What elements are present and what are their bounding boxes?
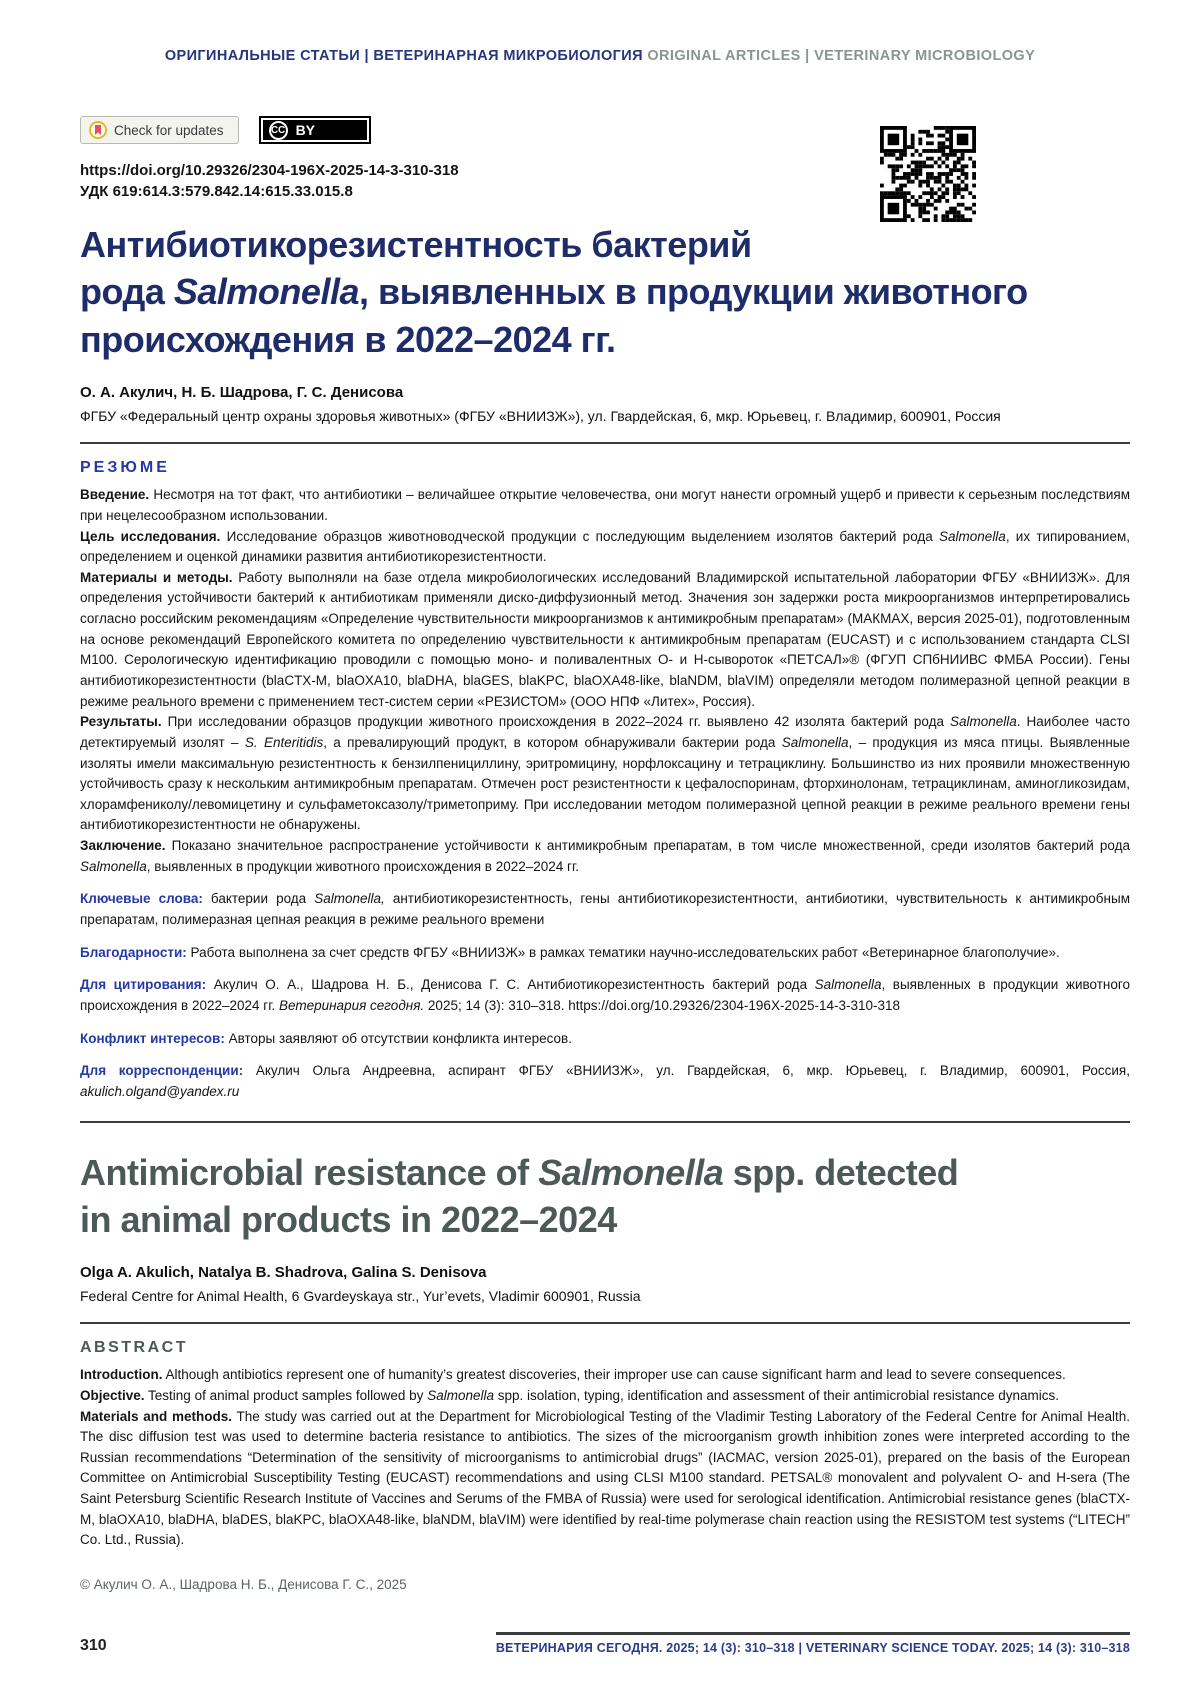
authors-en: Olga A. Akulich, Natalya B. Shadrova, Galina S. Denisova	[80, 1264, 487, 1282]
qr-finder-top-left	[880, 126, 907, 153]
resume-block	[80, 485, 1130, 877]
check-for-updates-label: Check for updates	[114, 122, 224, 138]
cc-by-label: BY	[295, 122, 316, 138]
keywords-block: Ключевые слова: бактерии рода Salmonella, антибиотикорезистентность, гены антибиотикорезистентности, антибиотики, чувствительность к антимикробным препаратам, полимеразная цепная реакция в режиме реального времени	[80, 891, 1130, 928]
doi-link[interactable]: https://doi.org/10.29326/2304-196X-2025-14-3-310-318	[80, 162, 459, 179]
abstract-heading: ABSTRACT	[80, 1339, 188, 1357]
qr-finder-top-right	[949, 126, 976, 153]
resume-paragraph-objective: Цель исследования. Исследование образцов животноводческой продукции с последующим выделением изолятов бактерий рода Salmonella, их типированием, определением и оценкой динамики развития антибиотикорезистентности.	[80, 528, 1130, 565]
cc-icon: CC	[269, 121, 288, 140]
resume-paragraph-materials-methods: Материалы и методы. Работу выполняли на базе отдела микробиологических исследований Владимирской испытательной лаборатории ФГБУ «ВНИИЗЖ». Для определения устойчивости бактерий к антибиотикам применяли диско-диффузионный метод. Значения зон задержки роста микроорганизмов интерпретировались согласно российским рекомендациям «Определение чувствительности микроорганизмов к антимикробным препаратам» (МАКМАХ, версия 2025-01), подготовленным на основе рекомендаций Европейского комитета по определению чувствительности к антимикробным препаратам (EUCAST) и с использованием стандарта CLSI M100. Серологическую идентификацию проводили с помощью моно- и поливалентных О- и Н-сывороток «ПЕТСАЛ»® (ФГУП СПбНИИВС ФМБА России). Гены антибиотикорезистентности (blaCTX-M, blaOXA10, blaDHA, blaGES, blaKPC, blaOXA48-like, blaNDM, blaVIM) определяли методом полимеразной цепной реакции в режиме реального времени с применением тест-систем серии «РЕЗИСТОМ» (ООО НПФ «Литех», Россия).	[80, 569, 1130, 709]
divider-above-english-title	[80, 1121, 1130, 1123]
cc-by-license-badge[interactable]	[259, 116, 371, 144]
abstract-paragraph-objective: Objective. Testing of animal product samples followed by Salmonella spp. isolation, typing, identification and assessment of their antimicrobial resistance dynamics.	[80, 1387, 1060, 1403]
running-head-en: ORIGINAL ARTICLES | VETERINARY MICROBIOLOGY	[642, 48, 1036, 64]
affiliation-en: Federal Centre for Animal Health, 6 Gvardeyskaya str., Yur’evets, Vladimir 600901, Russia	[80, 1288, 641, 1305]
page-number: 310	[80, 1637, 107, 1654]
resume-paragraph-conclusion: Заключение. Показано значительное распространение устойчивости к антимикробным препаратам, в том числе множественной, среди изолятов бактерий рода Salmonella, выявленных в продукции животного происхождения в 2022–2024 гг.	[80, 838, 1130, 874]
abstract-block	[80, 1365, 1130, 1551]
article-title-ru: Антибиотикорезистентность бактерий рода Salmonella, выявленных в продукции животного происхождения в 2022–2024 гг.	[80, 223, 1028, 361]
affiliation-ru: ФГБУ «Федеральный центр охраны здоровья животных» (ФГБУ «ВНИИЗЖ»), ул. Гвардейская, 6, мкр. Юрьевец, г. Владимир, 600901, Россия	[80, 408, 1001, 425]
running-head	[0, 48, 1200, 64]
divider-above-abstract	[80, 1322, 1130, 1324]
article-title-en: Antimicrobial resistance of Salmonella spp. detected in animal products in 2022–2024	[80, 1151, 959, 1241]
authors-ru: О. А. Акулич, Н. Б. Шадрова, Г. С. Денисова	[80, 384, 404, 402]
resume-paragraph-introduction: Введение. Несмотря на тот факт, что антибиотики – величайшее открытие человечества, они могут нанести огромный ущерб и привести к серьезным последствиям при нецелесообразном использовании.	[80, 487, 1130, 523]
page-footer	[80, 1632, 1130, 1655]
citation-block: Для цитирования: Акулич О. А., Шадрова Н. Б., Денисова Г. С. Антибиотикорезистентность бактерий рода Salmonella, выявленных в продукции животного происхождения в 2022–2024 гг. Ветеринария сегодня. 2025; 14 (3): 310–318. https://doi.org/10.29326/2304-196X-2025-14-3-310-318	[80, 977, 1131, 1013]
divider-above-resume	[80, 442, 1130, 444]
conflict-of-interest-block: Конфликт интересов: Авторы заявляют об отсутствии конфликта интересов.	[80, 1030, 572, 1046]
check-for-updates-badge[interactable]	[80, 116, 239, 144]
journal-reference: ВЕТЕРИНАРИЯ СЕГОДНЯ. 2025; 14 (3): 310–318 | VETERINARY SCIENCE TODAY. 2025; 14 (3): 310–318	[496, 1632, 1130, 1655]
running-head-ru: ОРИГИНАЛЬНЫЕ СТАТЬИ | ВЕТЕРИНАРНАЯ МИКРОБИОЛОГИЯ	[164, 48, 643, 64]
bookmark-icon	[89, 121, 107, 139]
resume-heading: РЕЗЮМЕ	[80, 459, 170, 477]
acknowledgements-block: Благодарности: Работа выполнена за счет средств ФГБУ «ВНИИЗЖ» в рамках тематики научно-исследовательских работ «Ветеринарное благополучие».	[80, 944, 1060, 960]
abstract-paragraph-introduction: Introduction. Although antibiotics represent one of humanity’s greatest discoveries, their improper use can cause significant harm and lead to severe consequences.	[80, 1367, 1066, 1383]
resume-paragraph-results: Результаты. При исследовании образцов продукции животного происхождения в 2022–2024 гг. выявлено 42 изолята бактерий рода Salmonella. Наиболее часто детектируемый изолят – S. Enteritidis, а превалирующий продукт, в котором обнаруживали бактерии рода Salmonella, – продукция из мяса птицы. Выявленные изоляты имели максимальную резистентность к бензилпенициллину, эритромицину, норфлоксацину и тетрациклину. Большинство из них проявили множественную устойчивость сразу к нескольким антимикробным препаратам. Отмечен рост резистентности к цефалоспоринам, фторхинолонам, тетрациклинам, аминогликозидам, хлорамфениколу/левомицетину и сульфаметоксазолу/триметоприму. При исследовании методом полимеразной цепной реакции в режиме реального времени гены антибиотикорезистентности не обнаружены.	[80, 714, 1131, 833]
correspondence-block: Для корреспонденции: Акулич Ольга Андреевна, аспирант ФГБУ «ВНИИЗЖ», ул. Гвардейская, 6, мкр. Юрьевец, г. Владимир, 600901, Россия, akulich.olgand@yandex.ru	[80, 1063, 1130, 1099]
abstract-paragraph-materials-methods: Materials and methods. The study was carried out at the Department for Microbiological Testing of the Vladimir Testing Laboratory of the Federal Centre for Animal Health. The disc diffusion test was used to determine bacteria resistance to antibiotics. The sizes of the microorganism growth inhibition zones were interpreted according to the Russian recommendations “Determination of the sensitivity of microorganisms to antimicrobial drugs” (IACMAC, version 2025-01), prepared on the basis of the European Committee on Antimicrobial Susceptibility Testing (EUCAST) recommendations and using CLSI M100 standard. PETSAL® monovalent and polyvalent O- and H-sera (The Saint Petersburg Scientific Research Institute of Vaccines and Serums of the FMBA of Russia) were used for serological identification. Antimicrobial resistance genes (blaCTX-M, blaOXA10, blaDHA, blaDES, blaKPC, blaOXA48-like, blaNDM, blaVIM) were identified by real-time polymerase chain reaction using the RESISTOM test systems (“LITECH” Co. Ltd., Russia).	[80, 1408, 1130, 1548]
qr-code-svg	[880, 126, 976, 222]
udk-code: УДК 619:614.3:579.842.14:615.33.015.8	[80, 183, 353, 201]
copyright-line: © Акулич О. А., Шадрова Н. Б., Денисова Г. С., 2025	[80, 1577, 407, 1593]
qr-code	[880, 126, 976, 222]
qr-finder-bottom-left	[880, 195, 907, 222]
